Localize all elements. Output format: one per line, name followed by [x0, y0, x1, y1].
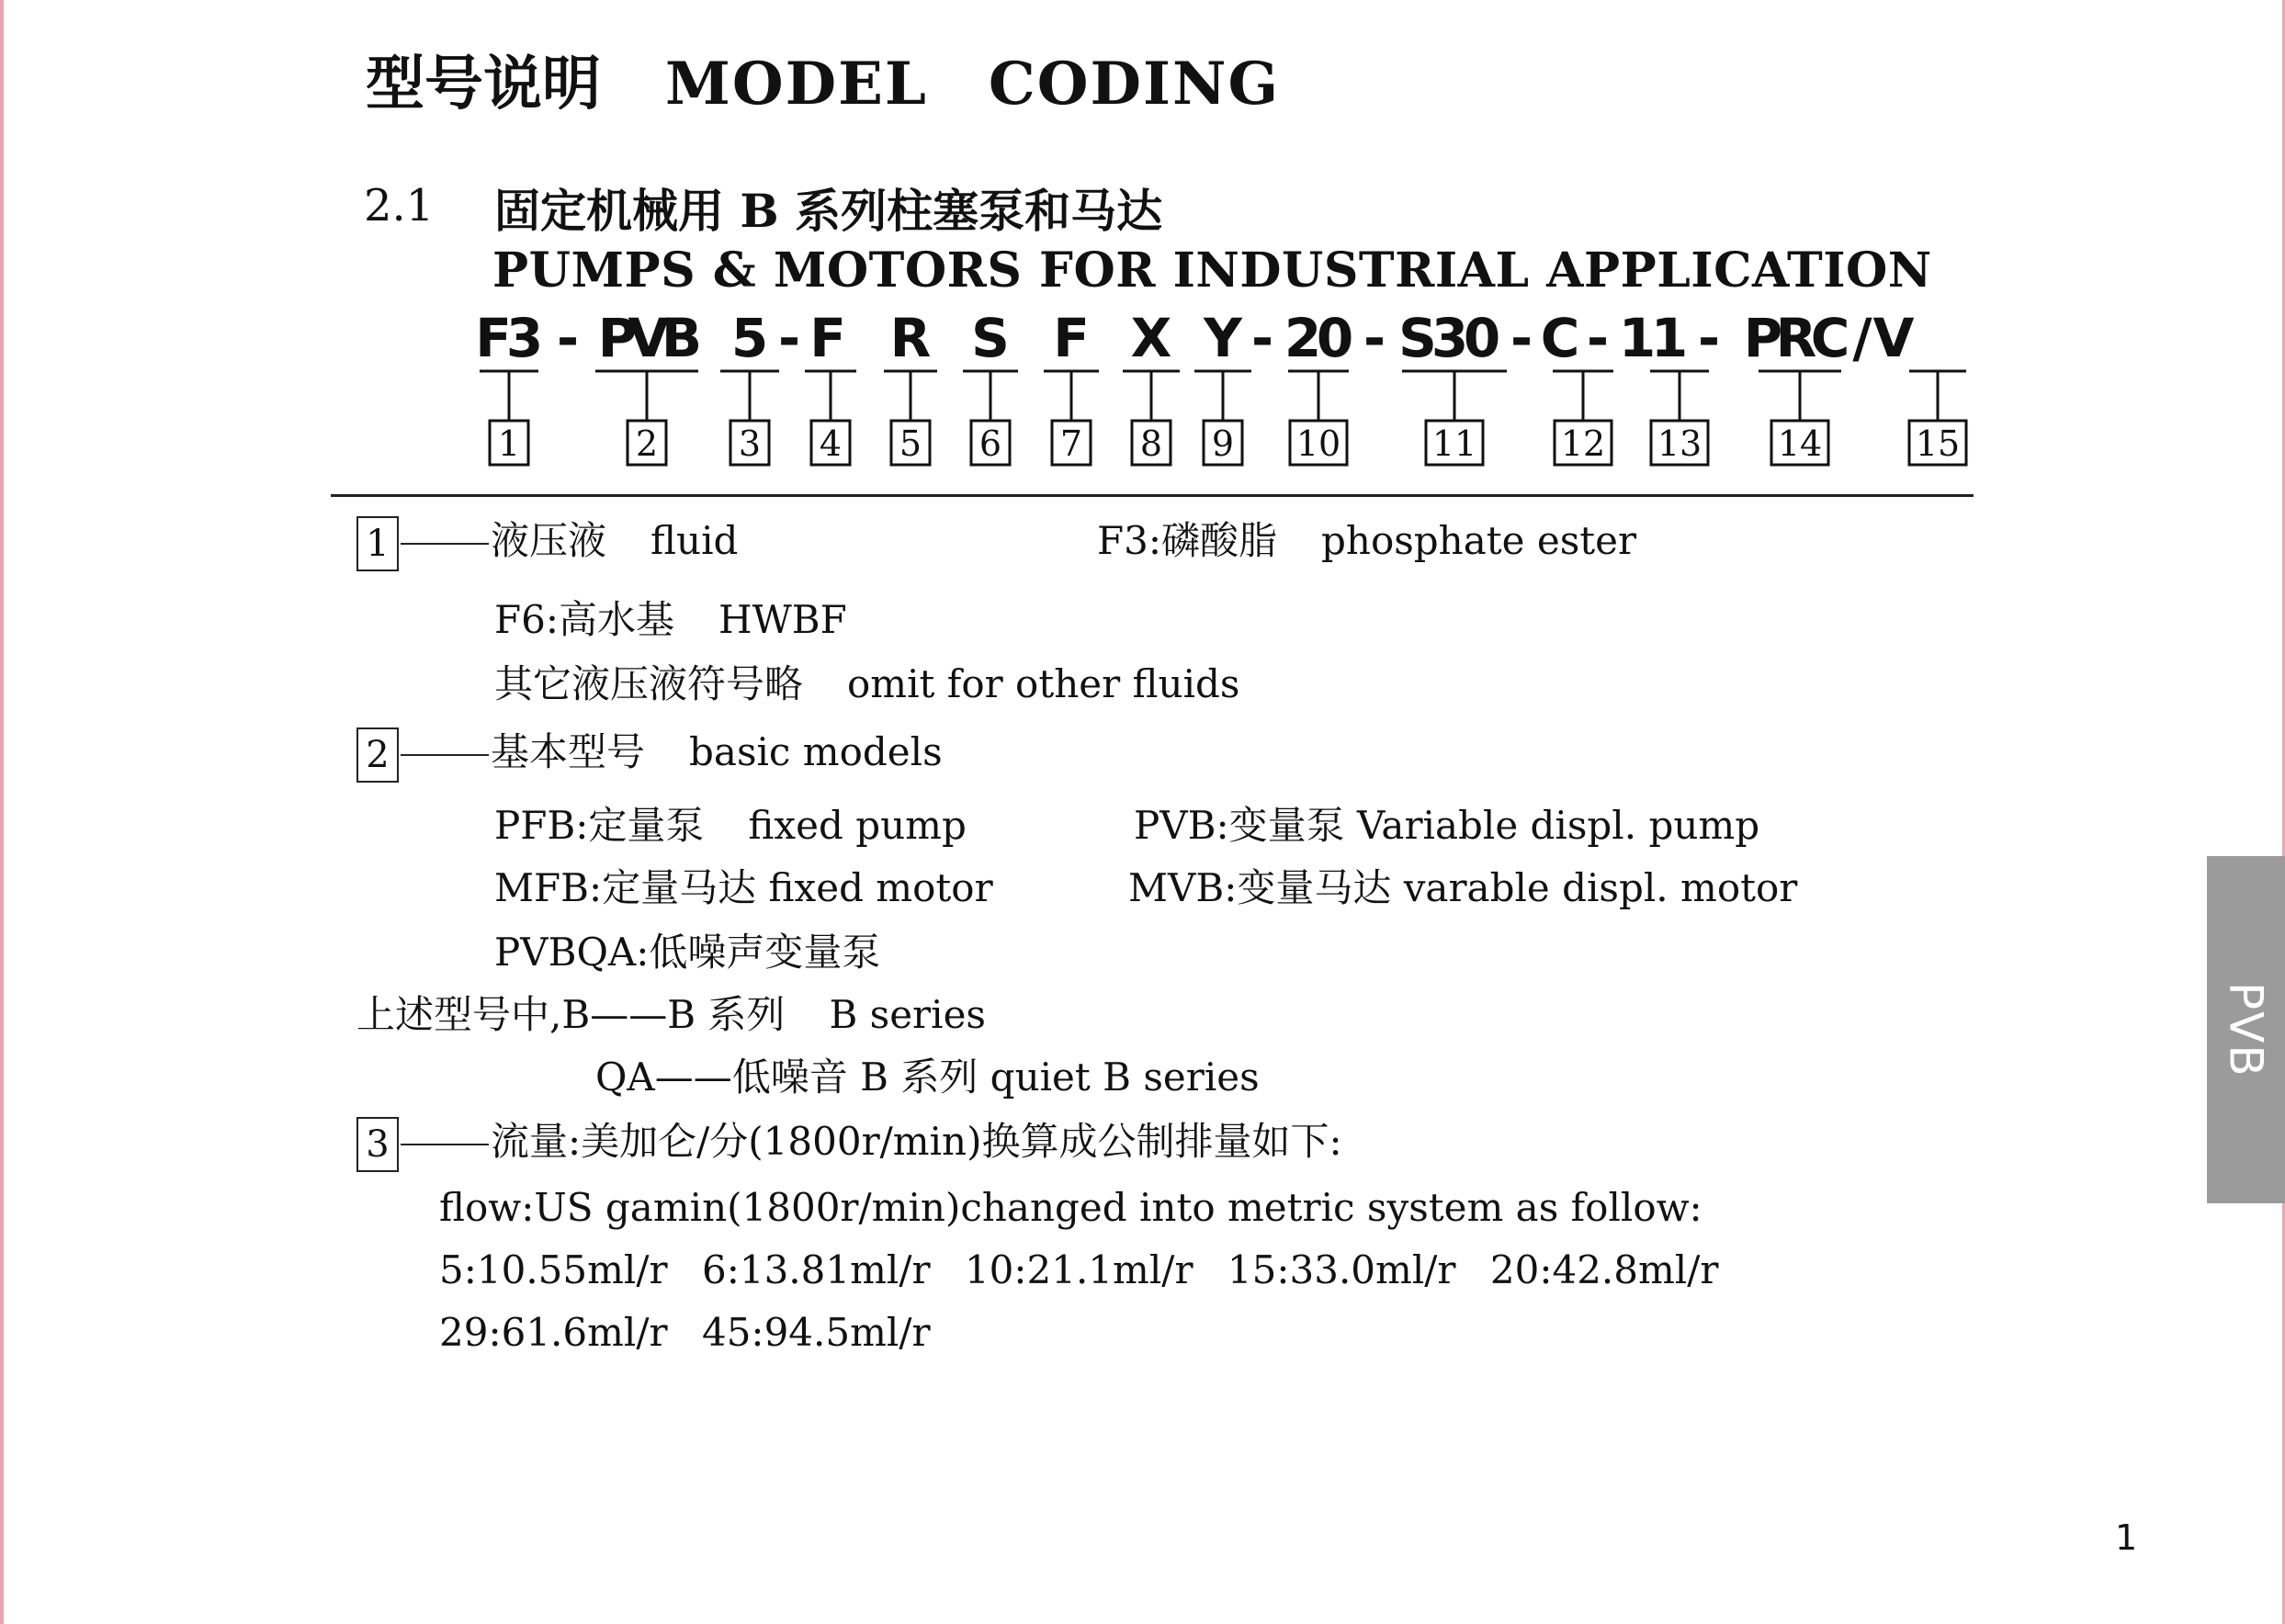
code-char: -	[1250, 307, 1274, 369]
code-char: P	[1743, 307, 1783, 369]
item3-values-row2	[439, 1310, 931, 1355]
segment-number: 6	[978, 423, 1002, 464]
code-char: B	[661, 307, 703, 369]
segment-number: 14	[1777, 423, 1823, 464]
item3-label-cn: 流量:美加仑/分(1800r/min)换算成公制排量如下:	[491, 1119, 1342, 1164]
section-number: 2.1	[364, 180, 435, 231]
code-char: Y	[1204, 307, 1242, 369]
flow-value: 15:33.0ml/r	[1227, 1247, 1456, 1292]
code-char: -	[1697, 307, 1721, 369]
item2-note1-en: B series	[829, 992, 986, 1037]
item3-number-box: 3	[356, 1117, 399, 1172]
code-segment-bracket	[480, 371, 538, 465]
code-segment-bracket	[1044, 371, 1099, 465]
code-segment-bracket	[1650, 371, 1709, 465]
item3-label-en: flow:US gamin(1800r/min)changed into metric system as follow:	[439, 1185, 1702, 1230]
code-char: X	[1130, 307, 1172, 369]
code-char: -	[1510, 307, 1533, 369]
side-tab	[2207, 856, 2285, 1203]
code-char: 1	[1650, 307, 1689, 369]
item1-label-cn: 液压液	[491, 518, 607, 563]
segment-number: 13	[1657, 423, 1702, 464]
code-segment-bracket	[1123, 371, 1180, 465]
item2-mfb: MFB:定量马达 fixed motor	[494, 865, 993, 910]
code-char: 3	[505, 307, 544, 369]
code-char: P	[597, 307, 638, 369]
item1-other-en: omit for other fluids	[847, 661, 1240, 706]
item2-label-cn: 基本型号	[491, 729, 646, 774]
segment-number: 5	[899, 423, 922, 464]
code-segment-bracket	[1553, 371, 1613, 465]
segment-number: 10	[1295, 423, 1341, 464]
item1-f6-cn: F6:高水基	[494, 597, 675, 642]
code-segment-bracket	[1194, 371, 1251, 465]
side-tab-label: PVB	[2219, 981, 2273, 1078]
item2-note1-cn: 上述型号中,B——B 系列	[356, 992, 786, 1037]
item1-f3-en: phosphate ester	[1321, 518, 1637, 563]
code-char: -	[1586, 307, 1610, 369]
code-char: 2	[1284, 307, 1322, 369]
item2-dash	[401, 754, 489, 756]
code-char: C	[1810, 307, 1850, 369]
code-char: 1	[1618, 307, 1657, 369]
flow-value: 6:13.81ml/r	[701, 1247, 931, 1292]
item2-note1	[356, 985, 986, 1040]
flow-value: 5:10.55ml/r	[439, 1247, 668, 1292]
item2-pfb-en: fixed pump	[748, 803, 967, 848]
section-title-en: PUMPS & MOTORS FOR INDUSTRIAL APPLICATION	[492, 242, 1932, 299]
code-char: F	[809, 307, 846, 369]
item1-other	[494, 654, 1239, 709]
item3-dash	[401, 1144, 489, 1145]
item2-pvb: PVB:变量泵 Variable displ. pump	[1134, 803, 1760, 848]
code-segment-bracket	[963, 371, 1018, 465]
item1-dash	[401, 543, 489, 545]
item2-pfb	[494, 795, 967, 851]
code-char: -	[556, 307, 580, 369]
code-char: 0	[1316, 307, 1354, 369]
code-char: /	[1852, 307, 1872, 369]
segment-number: 12	[1560, 423, 1606, 464]
item2-label-en: basic models	[689, 729, 943, 774]
code-segment-bracket	[1909, 371, 1966, 465]
code-char: R	[1775, 307, 1817, 369]
code-char: 3	[1431, 307, 1469, 369]
section-title-cn: 固定机械用 B 系列柱塞泵和马达	[494, 184, 1163, 238]
item2-number-box: 2	[356, 727, 399, 783]
item2-pvbqa: PVBQA:低噪声变量泵	[494, 930, 881, 975]
code-char: V	[628, 307, 670, 369]
code-segment-bracket	[1402, 371, 1507, 465]
page-number: 1	[2115, 1517, 2138, 1558]
segment-number: 2	[635, 423, 659, 464]
segment-number: 9	[1211, 423, 1235, 464]
item1-f6-en: HWBF	[718, 597, 847, 642]
code-char: F	[475, 307, 512, 369]
item2-heading	[356, 722, 943, 783]
code-char: S	[1398, 307, 1437, 369]
item1-f6	[494, 590, 847, 645]
item3-heading	[356, 1111, 1342, 1172]
item1-label-en: fluid	[650, 518, 739, 563]
model-code-diagram	[0, 0, 2285, 514]
item1-f3-cn: F3:磷酸脂	[1097, 518, 1278, 563]
code-char: -	[777, 307, 801, 369]
page-title-cn: 型号说明	[366, 50, 601, 118]
flow-value: 29:61.6ml/r	[439, 1310, 668, 1355]
segment-number: 3	[738, 423, 762, 464]
code-segment-bracket	[884, 371, 937, 465]
item3-values-row1	[439, 1247, 1718, 1292]
section-divider	[331, 494, 1974, 497]
item2-pfb-cn: PFB:定量泵	[494, 803, 705, 848]
code-segment-bracket	[595, 371, 698, 465]
code-segment-bracket	[805, 371, 856, 465]
item1-number-box: 1	[356, 516, 399, 571]
segment-number: 11	[1431, 423, 1477, 464]
code-char: -	[1363, 307, 1386, 369]
item1-heading	[356, 511, 738, 571]
code-segment-bracket	[1288, 371, 1349, 465]
code-char: 0	[1463, 307, 1501, 369]
segment-number: 8	[1139, 423, 1163, 464]
segment-number: 4	[819, 423, 843, 464]
flow-value: 10:21.1ml/r	[964, 1247, 1193, 1292]
segment-number: 7	[1059, 423, 1083, 464]
flow-value: 20:42.8ml/r	[1489, 1247, 1719, 1292]
flow-value: 45:94.5ml/r	[701, 1310, 931, 1355]
item1-other-cn: 其它液压液符号略	[494, 661, 804, 706]
item2-note2: QA——低噪音 B 系列 quiet B series	[595, 1054, 1260, 1100]
code-segment-bracket	[720, 371, 779, 465]
code-char: F	[1053, 307, 1090, 369]
code-char: 5	[730, 307, 769, 369]
segment-number: 1	[497, 423, 521, 464]
code-segment-bracket	[1759, 371, 1841, 465]
code-char: V	[1872, 307, 1915, 369]
segment-number: 15	[1915, 423, 1961, 464]
item2-mvb: MVB:变量马达 varable displ. motor	[1128, 865, 1798, 910]
code-char: R	[889, 307, 932, 369]
page-title-en: MODEL CODING	[665, 50, 1281, 118]
code-char: C	[1540, 307, 1580, 369]
code-char: S	[971, 307, 1010, 369]
item1-f3	[1097, 511, 1636, 566]
